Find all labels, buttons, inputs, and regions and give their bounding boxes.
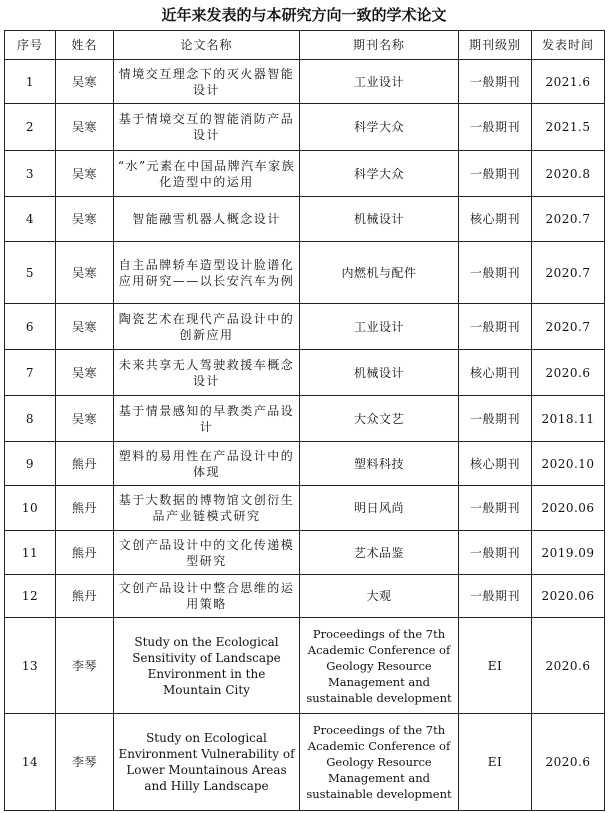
author-name: 吴寒	[56, 60, 114, 104]
author-name: 吴寒	[56, 104, 114, 151]
publish-date: 2020.6	[532, 714, 605, 811]
table-row	[5, 575, 605, 618]
author-name: 吴寒	[56, 197, 114, 242]
journal-name: 内燃机与配件	[300, 242, 459, 304]
table-row	[5, 350, 605, 396]
paper-title: Study on Ecological Environment Vulnerability of Lower Mountainous Areas and Hilly Landscape	[114, 714, 300, 811]
author-name: 吴寒	[56, 396, 114, 442]
table-row	[5, 714, 605, 811]
journal-level: 一般期刊	[459, 151, 532, 197]
table-header-row	[5, 31, 605, 60]
journal-name: Proceedings of the 7th Academic Conference of Geology Resource Management and sustainable development	[300, 714, 459, 811]
table-row	[5, 486, 605, 531]
author-name: 熊丹	[56, 575, 114, 618]
paper-title: 基于大数据的博物馆文创衍生品产业链模式研究	[114, 486, 300, 531]
paper-title: 未来共享无人驾驶救援车概念设计	[114, 350, 300, 396]
column-header-name: 姓名	[56, 31, 114, 60]
paper-title: 陶瓷艺术在现代产品设计中的创新应用	[114, 304, 300, 350]
journal-name: 明日风尚	[300, 486, 459, 531]
journal-level: 一般期刊	[459, 396, 532, 442]
table-row	[5, 442, 605, 486]
journal-level: 核心期刊	[459, 442, 532, 486]
author-name: 吴寒	[56, 151, 114, 197]
journal-name: 科学大众	[300, 151, 459, 197]
papers-table	[4, 30, 605, 811]
author-name: 吴寒	[56, 242, 114, 304]
row-number: 5	[5, 242, 56, 304]
journal-name: 大众文艺	[300, 396, 459, 442]
journal-name: 大观	[300, 575, 459, 618]
table-row	[5, 396, 605, 442]
row-number: 7	[5, 350, 56, 396]
table-row	[5, 197, 605, 242]
journal-level: EI	[459, 618, 532, 714]
paper-title: 塑料的易用性在产品设计中的体现	[114, 442, 300, 486]
row-number: 10	[5, 486, 56, 531]
column-header-paper-title: 论文名称	[114, 31, 300, 60]
table-row	[5, 151, 605, 197]
column-header-date: 发表时间	[532, 31, 605, 60]
publish-date: 2020.8	[532, 151, 605, 197]
column-header-level: 期刊级别	[459, 31, 532, 60]
row-number: 14	[5, 714, 56, 811]
paper-title: 文创产品设计中的文化传递模型研究	[114, 531, 300, 575]
author-name: 熊丹	[56, 442, 114, 486]
row-number: 4	[5, 197, 56, 242]
publish-date: 2021.6	[532, 60, 605, 104]
author-name: 吴寒	[56, 304, 114, 350]
publish-date: 2018.11	[532, 396, 605, 442]
row-number: 9	[5, 442, 56, 486]
publish-date: 2020.10	[532, 442, 605, 486]
author-name: 熊丹	[56, 531, 114, 575]
paper-title: 智能融雪机器人概念设计	[114, 197, 300, 242]
author-name: 李琴	[56, 618, 114, 714]
row-number: 11	[5, 531, 56, 575]
journal-name: 科学大众	[300, 104, 459, 151]
publish-date: 2020.7	[532, 304, 605, 350]
row-number: 1	[5, 60, 56, 104]
table-row	[5, 618, 605, 714]
journal-name: 机械设计	[300, 350, 459, 396]
row-number: 6	[5, 304, 56, 350]
paper-title: 情境交互理念下的灭火器智能设计	[114, 60, 300, 104]
author-name: 熊丹	[56, 486, 114, 531]
publish-date: 2020.06	[532, 575, 605, 618]
row-number: 13	[5, 618, 56, 714]
journal-name: Proceedings of the 7th Academic Conference of Geology Resource Management and sustainable development	[300, 618, 459, 714]
publish-date: 2020.6	[532, 350, 605, 396]
row-number: 2	[5, 104, 56, 151]
journal-name: 工业设计	[300, 304, 459, 350]
paper-title: 基于情景感知的早教类产品设计	[114, 396, 300, 442]
journal-level: 一般期刊	[459, 575, 532, 618]
publish-date: 2020.7	[532, 197, 605, 242]
page-title: 近年来发表的与本研究方向一致的学术论文	[161, 6, 447, 24]
row-number: 12	[5, 575, 56, 618]
publish-date: 2020.06	[532, 486, 605, 531]
journal-level: 一般期刊	[459, 486, 532, 531]
journal-level: EI	[459, 714, 532, 811]
row-number: 3	[5, 151, 56, 197]
author-name: 李琴	[56, 714, 114, 811]
journal-name: 塑料科技	[300, 442, 459, 486]
author-name: 吴寒	[56, 350, 114, 396]
journal-name: 艺术品鉴	[300, 531, 459, 575]
publish-date: 2020.6	[532, 618, 605, 714]
journal-level: 核心期刊	[459, 197, 532, 242]
publish-date: 2021.5	[532, 104, 605, 151]
paper-title: “水”元素在中国品牌汽车家族化造型中的运用	[114, 151, 300, 197]
paper-title: 基于情境交互的智能消防产品设计	[114, 104, 300, 151]
table-row	[5, 531, 605, 575]
table-row	[5, 304, 605, 350]
row-number: 8	[5, 396, 56, 442]
journal-level: 一般期刊	[459, 304, 532, 350]
journal-level: 一般期刊	[459, 242, 532, 304]
journal-level: 核心期刊	[459, 350, 532, 396]
paper-title: 自主品牌轿车造型设计脸谱化应用研究——以长安汽车为例	[114, 242, 300, 304]
publish-date: 2019.09	[532, 531, 605, 575]
journal-level: 一般期刊	[459, 531, 532, 575]
journal-level: 一般期刊	[459, 104, 532, 151]
column-header-journal: 期刊名称	[300, 31, 459, 60]
journal-level: 一般期刊	[459, 60, 532, 104]
paper-title: 文创产品设计中整合思维的运用策略	[114, 575, 300, 618]
column-header-number: 序号	[5, 31, 56, 60]
table-row	[5, 60, 605, 104]
table-row	[5, 104, 605, 151]
publish-date: 2020.7	[532, 242, 605, 304]
journal-name: 机械设计	[300, 197, 459, 242]
table-row	[5, 242, 605, 304]
journal-name: 工业设计	[300, 60, 459, 104]
paper-title: Study on the Ecological Sensitivity of Landscape Environment in the Mountain City	[114, 618, 300, 714]
